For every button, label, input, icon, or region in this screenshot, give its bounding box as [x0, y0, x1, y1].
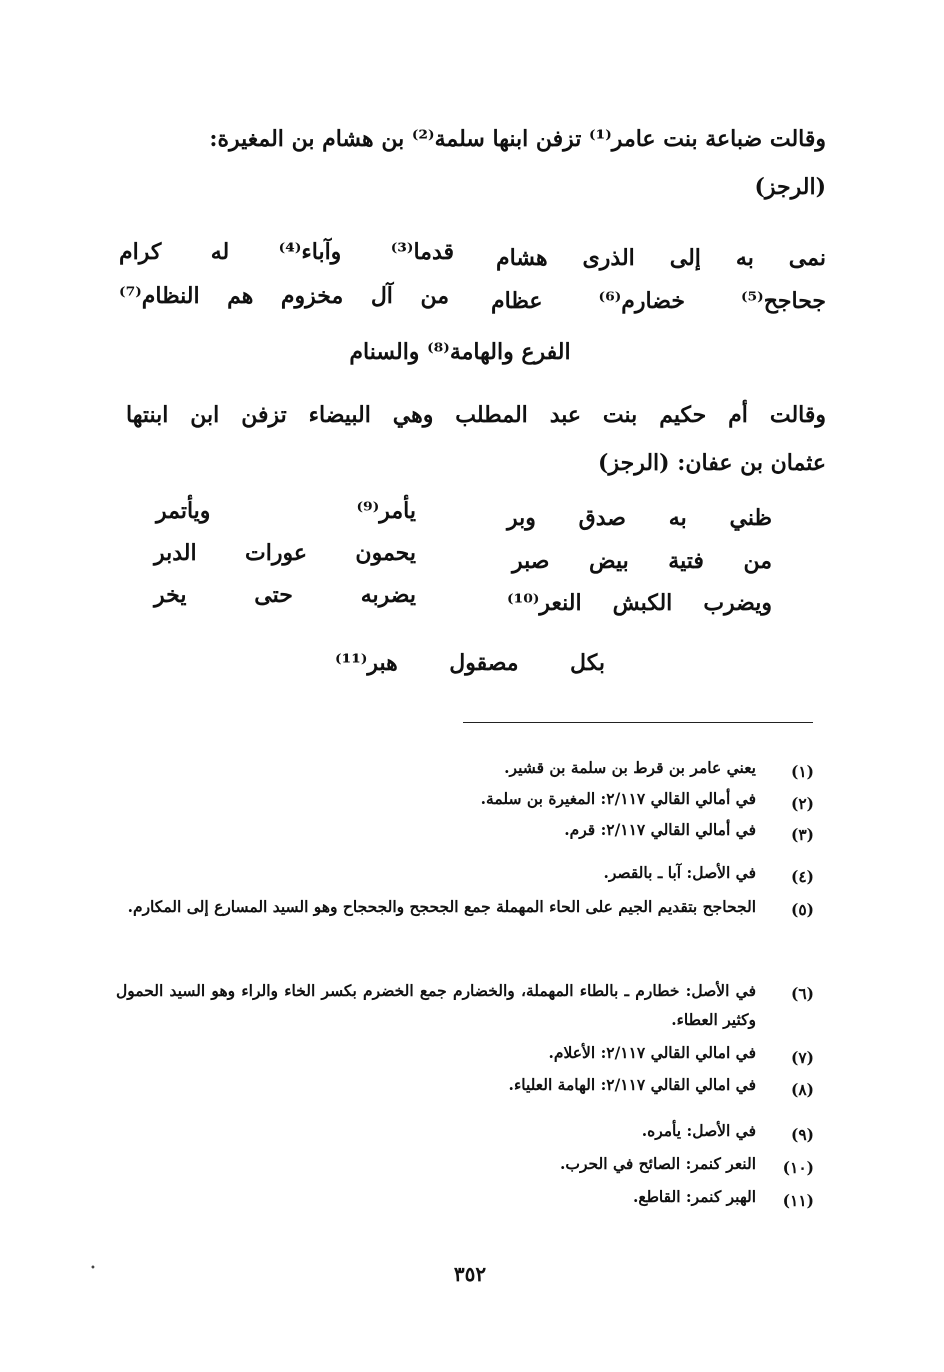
poem2-row2-left: يحمون عورات الدبر: [154, 540, 416, 566]
footnote-text: في أمالي القالي ٢/١١٧: المغيرة بن سلمة.: [480, 789, 756, 808]
poem1-row1-right: نمى به إلى الذرى هشام: [496, 245, 826, 271]
footnote-text: في الأصل: آبا ـ بالقصر.: [603, 863, 756, 882]
poem1-row2-left: من آل مخزوم هم النظام⁽⁷⁾: [119, 283, 449, 309]
footnote-number: (١١): [782, 1191, 814, 1210]
footnote-text: الجحاجح بتقديم الجيم على الحاء المهملة جمع الجحجح والجحجاح وهو السيد المسارع إلى المكارم.: [127, 897, 756, 916]
footnote-text: في الأصل: خطارم ـ بالطاء المهملة، والخضارم جمع الخضرم بكسر الخاء والراء وهو السيد الحمول وكثير العطاء.: [116, 981, 756, 1029]
footnote-number: (٦): [790, 984, 814, 1003]
poem2-row4-center: بكل مصقول هبر⁽¹¹⁾: [335, 650, 605, 676]
poem1-row1-left: قدما⁽³⁾ وآباء⁽⁴⁾ له كرام: [119, 239, 455, 265]
poem2-row3-right: ويضرب الكبش النعر⁽¹⁰⁾: [507, 590, 772, 616]
intro1-line1: وقالت ضباعة بنت عامر⁽¹⁾ تزفن ابنها سلمة⁽²⁾ بن هشام بن المغيرة:: [209, 126, 826, 152]
footnote-number: (١٠): [782, 1158, 814, 1177]
footnote-separator: [463, 722, 813, 723]
poem2-row2-right: من فتية بيض صبر: [512, 548, 772, 574]
poem1-row3-center: الفرع والهامة⁽⁸⁾ والسنام: [349, 339, 571, 365]
footnote-number: (١): [790, 762, 814, 781]
intro1-line2: (الرجز): [754, 174, 826, 200]
footnote-text: في امالي القالي ٢/١١٧: الأعلام.: [548, 1043, 756, 1062]
footnote-text: النعر كنمر: الصائح في الحرب.: [559, 1154, 756, 1173]
poem2-row1-right: ظني به صدق وبر: [507, 505, 772, 531]
footnote-text: في أمالي القالي ٢/١١٧: قرم.: [564, 820, 756, 839]
intro2-line1: وقالت أم حكيم بنت عبد المطلب وهي البيضاء تزفن ابن ابنتها: [126, 402, 826, 428]
intro2-line2: عثمان بن عفان: (الرجز): [598, 450, 826, 476]
footnote-text: الهبر كنمر: القاطع.: [632, 1187, 756, 1206]
footnote-number: (٥): [790, 900, 814, 919]
footnote-text: يعني عامر بن قرط بن سلمة بن قشير.: [504, 758, 756, 777]
footnote-number: (٣): [790, 825, 814, 844]
footnote-number: (٤): [790, 867, 814, 886]
poem1-row2-right: جحاجح⁽⁵⁾ خضارم⁽⁶⁾ عظام: [491, 288, 826, 314]
poem2-row3-left: يضربه حتى يخر: [154, 582, 416, 608]
footnote-number: (٨): [790, 1080, 814, 1099]
footnote-number: (٧): [790, 1048, 814, 1067]
footnote-text: في امالي القالي ٢/١١٧: الهامة العلياء.: [508, 1075, 756, 1094]
poem2-row1-left: يأمر⁽⁹⁾ ويأتمر: [156, 498, 416, 524]
footnote-number: (٢): [790, 794, 814, 813]
footnote-number: (٩): [790, 1125, 814, 1144]
scan-speck: •: [90, 1263, 96, 1274]
page-number: ٣٥٢: [453, 1262, 487, 1286]
footnote-text: في الأصل: يأمره.: [641, 1121, 756, 1140]
